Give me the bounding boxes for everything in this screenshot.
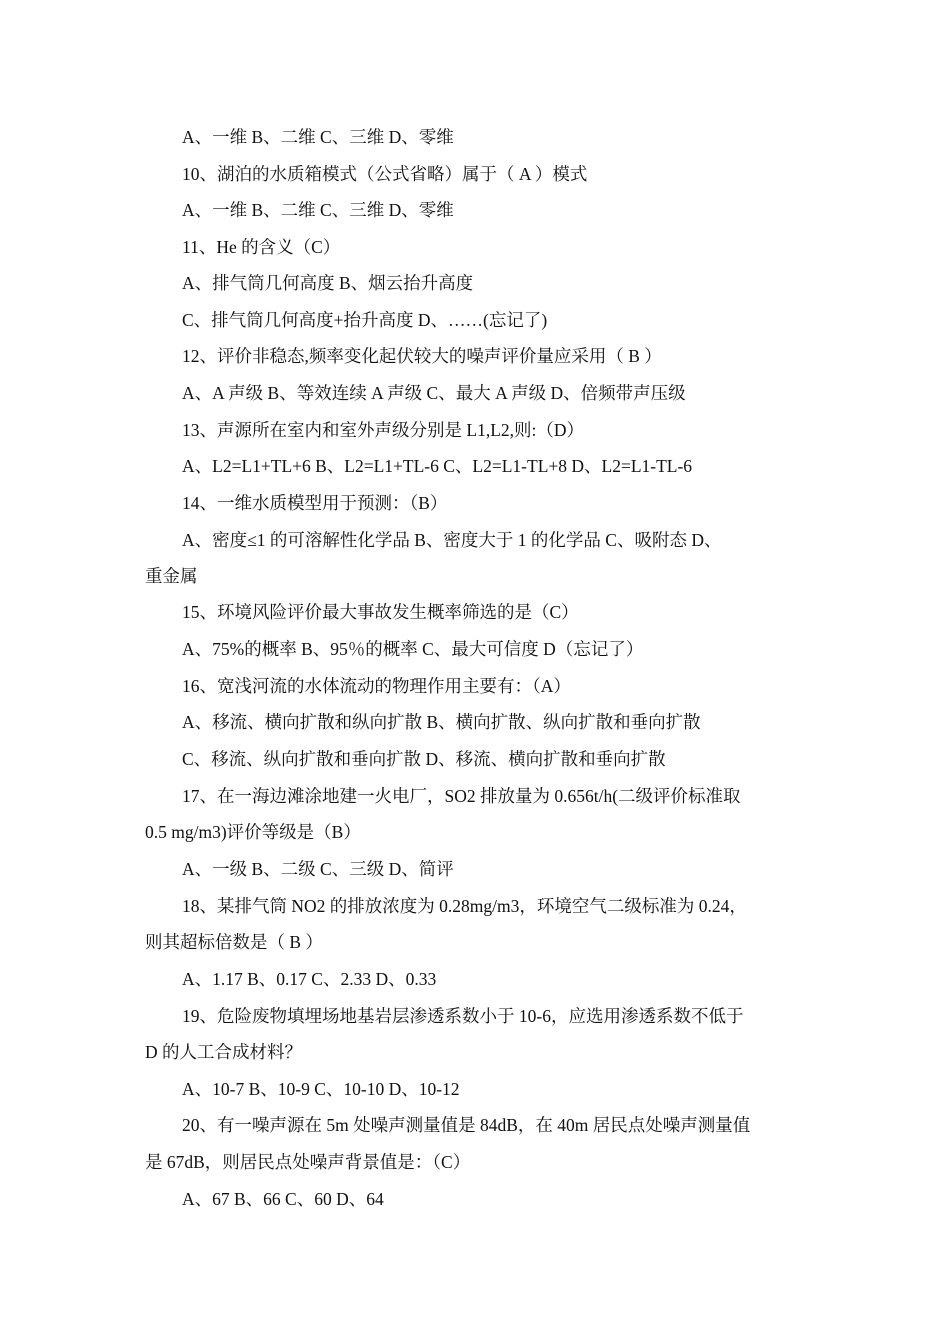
question-18-continuation: 则其超标倍数是（ B ）	[145, 932, 323, 952]
question-14: 14、一维水质模型用于预测：（B）	[182, 493, 448, 513]
question-10: 10、湖泊的水质箱模式（公式省略）属于（ A ）模式	[182, 164, 588, 184]
answer-options-line: A、一级 B、二级 C、三级 D、简评	[182, 859, 454, 879]
question-19: 19、危险废物填埋场地基岩层渗透系数小于 10-6，应选用渗透系数不低于	[182, 1006, 744, 1026]
question-15: 15、环境风险评价最大事故发生概率筛选的是（C）	[182, 602, 579, 622]
question-17-continuation: 0.5 mg/m3)评价等级是（B）	[145, 822, 361, 842]
question-18: 18、某排气筒 NO2 的排放浓度为 0.28mg/m3，环境空气二级标准为 0.24，	[182, 896, 747, 916]
question-16: 16、宽浅河流的水体流动的物理作用主要有：（A）	[182, 676, 571, 696]
answer-options-line: C、移流、纵向扩散和垂向扩散 D、移流、横向扩散和垂向扩散	[182, 749, 666, 769]
answer-options-line: A、排气筒几何高度 B、烟云抬升高度	[182, 273, 474, 293]
answer-options-line: A、75%的概率 B、95％的概率 C、最大可信度 D（忘记了）	[182, 639, 644, 659]
question-19-continuation: D 的人工合成材料？	[145, 1042, 303, 1062]
answer-options-line: A、67 B、66 C、60 D、64	[182, 1189, 384, 1209]
answer-options-line: A、1.17 B、0.17 C、2.33 D、0.33	[182, 969, 437, 989]
answer-options-line: A、密度≤1 的可溶解性化学品 B、密度大于 1 的化学品 C、吸附态 D、	[182, 530, 722, 550]
answer-options-line: A、L2=L1+TL+6 B、L2=L1+TL-6 C、L2=L1-TL+8 D、L2=L1-TL-6	[182, 456, 693, 476]
question-17: 17、在一海边滩涂地建一火电厂，SO2 排放量为 0.656t/h(二级评价标准取	[182, 786, 741, 806]
question-11: 11、He 的含义（C）	[182, 237, 341, 257]
answer-options-continuation: 重金属	[145, 566, 198, 586]
question-13: 13、声源所在室内和室外声级分别是 L1,L2,则:（D）	[182, 420, 585, 440]
answer-options-line: A、移流、横向扩散和纵向扩散 B、横向扩散、纵向扩散和垂向扩散	[182, 712, 701, 732]
question-20-continuation: 是 67dB，则居民点处噪声背景值是：（C）	[145, 1152, 471, 1172]
answer-options-line: A、10-7 B、10-9 C、10-10 D、10-12	[182, 1079, 460, 1099]
answer-options-line: A、一维 B、二维 C、三维 D、零维	[182, 127, 454, 147]
answer-options-line: C、排气筒几何高度+抬升高度 D、……(忘记了)	[182, 310, 548, 330]
answer-options-line: A、一维 B、二维 C、三维 D、零维	[182, 200, 454, 220]
question-12: 12、评价非稳态,频率变化起伏较大的噪声评价量应采用（ B ）	[182, 346, 662, 366]
question-20: 20、有一噪声源在 5m 处噪声测量值是 84dB，在 40m 居民点处噪声测量值	[182, 1115, 751, 1135]
answer-options-line: A、A 声级 B、等效连续 A 声级 C、最大 A 声级 D、倍频带声压级	[182, 383, 686, 403]
